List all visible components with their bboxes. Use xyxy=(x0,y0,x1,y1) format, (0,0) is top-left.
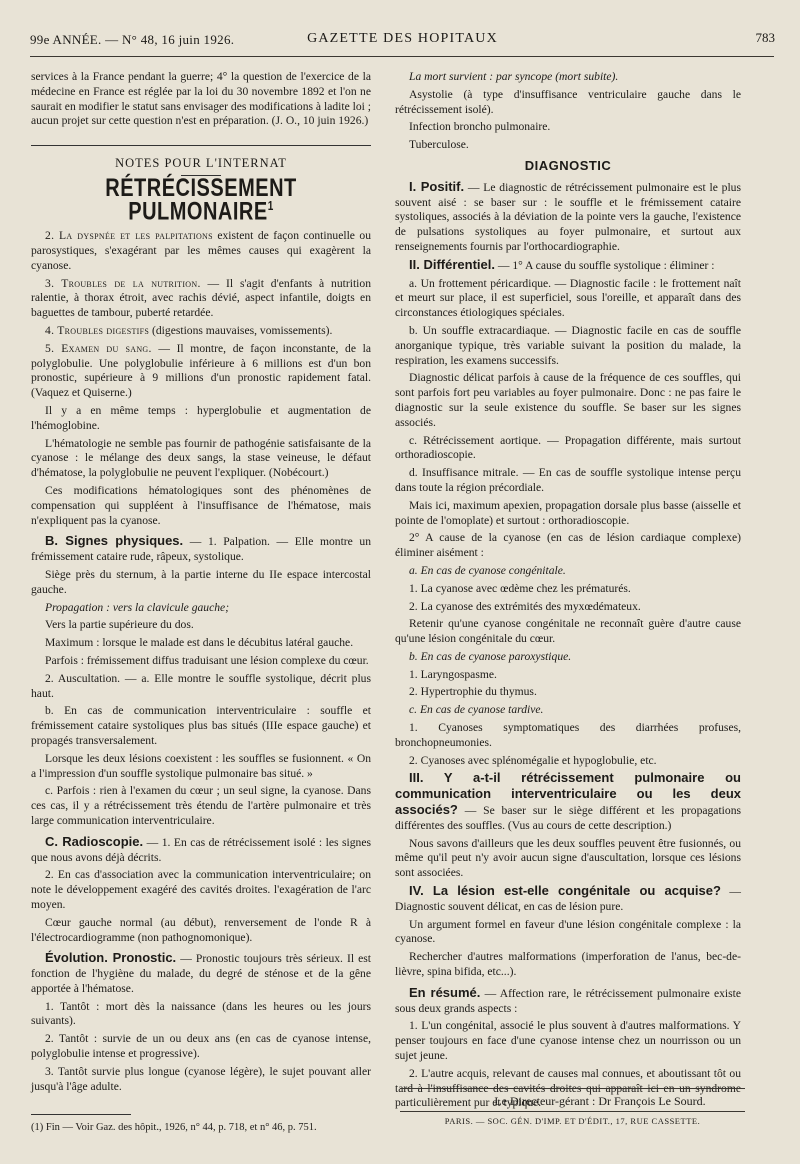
paragraph: Asystolie (à type d'insuffisance ventriculaire gauche dans le rétrécissement isolé). xyxy=(395,87,741,116)
paragraph: 2. En cas d'association avec la communication interventriculaire; on note le développement exagéré des cavités droites. l'exagération de l'arc moyen. xyxy=(31,868,371,911)
paragraph: 1. Laryngospasme. xyxy=(409,667,497,681)
paragraph xyxy=(31,277,371,321)
paragraph: b. En cas de communication interventriculaire : souffle et frémissement cataire systoliques plus bas situés (IIIe espace gauche) et propagés transversalement. xyxy=(31,704,371,747)
paragraph: Un argument formel en faveur d'une lésion congénitale complexe : la cyanose. xyxy=(395,917,741,946)
paragraph xyxy=(31,835,371,866)
page-header xyxy=(30,30,775,52)
paragraph: La mort survient : par syncope (mort subite). xyxy=(409,70,619,83)
left-column xyxy=(31,70,371,1134)
text-span: I. Positif. xyxy=(409,178,465,194)
subheading-summary: En résumé. xyxy=(409,984,481,1000)
paragraph: Lorsque les deux lésions coexistent : les souffles se fusionnent. « On a l'impression d'un souffle systolique pulmonaire bas situé. » xyxy=(31,751,371,780)
footnote-marker: 1 xyxy=(267,199,274,214)
text-span: II. Différentiel. xyxy=(409,256,495,272)
text-span: existent de façon continuelle ou parosystiques, s'exagérant par les mêmes causes qui exagèrent la cyanose. xyxy=(31,229,371,272)
paragraph: Propagation : vers la clavicule gauche; xyxy=(45,600,230,614)
paragraph: 2. Cyanoses avec splénomégalie et hypoglobulie, etc. xyxy=(409,753,657,767)
subheading-physical-signs: B. Signes physiques. xyxy=(45,533,184,549)
paragraph: Mais ici, maximum apexien, propagation dorsale plus basse (aisselle et pointe de l'omoplate) et surtout : orthoradioscopie. xyxy=(395,498,741,527)
paragraph: c. Parfois : rien à l'examen du cœur ; un seul signe, la cyanose. Dans ces cas, il y a rétrécissement très étendu de l'artère pulmonaire et très large communication interventriculaire. xyxy=(31,784,371,827)
text-span: 3. Troubles de la nutrition. xyxy=(45,276,201,290)
paragraph: L'hématologie ne semble pas fournir de pathogénie satisfaisante de la cyanose : le mélange des deux sangs, la stase veineuse, le défaut d'hématose, la polyglobulie ne peuvent l'expliquer. (Nobécourt.) xyxy=(31,436,371,480)
text-span: — Il s'agit d'enfants à nutrition ralentie, à thorax étroit, avec rachis dévié, aspect infantile, doigts en baguettes de tambour, puberté retardée. xyxy=(31,276,371,320)
director-signature: Le Directeur-gérant : Dr François Le Sourd. xyxy=(494,1094,706,1108)
text-span: — Diagnostic souvent délicat, en cas de lésion pure. xyxy=(395,885,741,913)
paragraph: Nous savons d'ailleurs que les deux souffles peuvent être fusionnés, ou même qu'il peut n'y avoir aucun signe d'auscultation, lorsque ces lésions sont associées. xyxy=(395,836,741,880)
subheading-radioscopy: C. Radioscopie. xyxy=(45,833,144,849)
paragraph: 2. Hypertrophie du thymus. xyxy=(409,685,537,699)
paragraph xyxy=(31,342,371,401)
text-span: — 1° A cause du souffle systolique : éliminer : xyxy=(494,258,715,272)
paragraph: Vers la partie supérieure du dos. xyxy=(45,618,194,632)
text-span: (digestions mauvaises, vomissements). xyxy=(149,324,333,338)
text-span: — Se baser sur le siège différent et les propagations différentes des souffles. (Vus au cours de cette description.) xyxy=(395,804,741,832)
paragraph xyxy=(395,884,741,915)
paragraph: d. Insuffisance mitrale. — En cas de souffle systolique intense perçu dans toute la région précordiale. xyxy=(395,466,741,494)
intro-paragraph: services à la France pendant la guerre; 4° la question de l'exercice de la médecine en France est réglée par la loi du 30 novembre 1892 et l'on ne saurait en modifier le statut sans envisager des modifications à ladite loi ; aucun projet sur cette question n'est en préparation. (J. O., 10 juin 1926.) xyxy=(31,70,371,128)
text-span: — 1. Palpation. — Elle montre un frémissement cataire rude, râpeux, systolique. xyxy=(31,535,371,564)
diagnostic-heading: DIAGNOSTIC xyxy=(524,157,612,173)
paragraph: Ces modifications hématologiques sont des phénomènes de compensation qui suppléent à l'insuffisance de l'hématose, mais n'expliquent pas la cyanose. xyxy=(31,483,371,527)
paragraph xyxy=(395,986,741,1017)
paragraph xyxy=(31,951,371,996)
section-rule xyxy=(31,145,371,146)
paragraph: 1. La cyanose avec œdème chez les prématurés. xyxy=(409,581,631,595)
paragraph: 1. Cyanoses symptomatiques des diarrhées profuses, bronchopneumonies. xyxy=(395,721,741,749)
paragraph xyxy=(395,771,741,833)
paragraph: 3. Tantôt survie plus longue (cyanose légère), le sujet pouvant aller jusqu'à l'âge adulte. xyxy=(31,1064,371,1093)
paragraph xyxy=(395,258,741,274)
page-number: 783 xyxy=(755,30,775,45)
paragraph: Diagnostic délicat parfois à cause de la fréquence de ces souffles, qui sont parfois fort peu variables au foyer pulmonaire. Donc : ne pas faire le diagnostic sur la seule existence du souffle. Se baser sur les signes associés. xyxy=(395,371,741,429)
paragraph: Parfois : frémissement diffus traduisant une lésion complexe du cœur. xyxy=(45,653,369,667)
signature-rule-top xyxy=(400,1088,745,1089)
paragraph xyxy=(31,324,371,339)
text-span: — Affection rare, le rétrécissement pulmonaire existe sous deux grands aspects : xyxy=(395,986,741,1015)
text-span: 2. La dyspnée et les palpitations xyxy=(45,229,213,243)
paragraph: Cœur gauche normal (au début), renversement de l'onde R à l'électrocardiogramme (non pathognomonique). xyxy=(31,915,371,944)
paragraph: Retenir qu'une cyanose congénitale ne reconnaît guère d'autre cause qu'une lésion congénitale du cœur. xyxy=(395,617,741,646)
text-span: — Il montre, de façon inconstante, de la polyglobulie. Une polyglobulie inférieure à 6 millions est d'un bon pronostic, supérieure à 9 millions d'un pronostic rapidement fatal. (Vaquez et Quiserne.) xyxy=(31,341,371,400)
issue-info: 99e ANNÉE. — N° 48, 16 juin 1926. xyxy=(30,32,235,47)
text-span: RÉTRÉCISSEMENT PULMONAIRE xyxy=(105,174,297,226)
paragraph: 2. Tantôt : survie de un ou deux ans (en cas de cyanose intense, polyglobulie intense et progressive). xyxy=(31,1032,371,1061)
paragraph: Maximum : lorsque le malade est dans le décubitus latéral gauche. xyxy=(45,636,354,650)
signature-rule-bottom xyxy=(400,1111,745,1112)
paragraph: 2° A cause de la cyanose (en cas de lésion cardiaque complexe) éliminer aisément : xyxy=(395,531,741,560)
text-span: — 1. En cas de rétrécissement isolé : les signes que nous avons déjà décrits. xyxy=(31,835,371,864)
paragraph xyxy=(31,229,371,273)
paragraph: 1. L'un congénital, associé le plus souvent à d'autres malformations. Y penser toujours en face d'une cyanose intense chez un nourrisson ou un sujet jeune. xyxy=(395,1019,741,1063)
text-span: III. Y a-t-il rétrécissement pulmonaire ou communication interventriculaire ou les deux associés? xyxy=(395,770,741,818)
text-span: — Pronostic toujours très sérieux. Il est fonction de l'hygiène du malade, du degré de sténose et de la gêne apportée à l'hématose. xyxy=(31,952,372,995)
paragraph: Il y a en même temps : hyperglobulie et augmentation de l'hémoglobine. xyxy=(31,404,371,432)
right-column xyxy=(395,70,741,1114)
paragraph: c. Rétrécissement aortique. — Propagation différente, mais surtout orthoradioscopie. xyxy=(395,433,741,462)
paragraph: a. En cas de cyanose congénitale. xyxy=(409,563,566,577)
footnote: (1) Fin — Voir Gaz. des hôpit., 1926, n° 44, p. 718, et n° 46, p. 751. xyxy=(31,1122,317,1134)
paragraph: Tuberculose. xyxy=(409,138,469,152)
paragraph: b. En cas de cyanose paroxystique. xyxy=(409,649,572,663)
paragraph: Infection broncho pulmonaire. xyxy=(409,120,551,134)
header-rule xyxy=(30,56,774,57)
text-span: 5. Examen du sang. xyxy=(45,341,152,355)
paragraph xyxy=(31,534,371,565)
section-title: NOTES POUR L'INTERNAT xyxy=(115,156,287,171)
paragraph: 2. La cyanose des extrémités des myxœdémateux. xyxy=(409,599,641,613)
subheading-evolution: Évolution. Pronostic. xyxy=(45,950,177,966)
text-span: IV. La lésion est-elle congénitale ou acquise? xyxy=(409,883,721,899)
footnote-rule xyxy=(31,1114,131,1115)
printer-imprint: PARIS. — SOC. GÉN. D'IMP. ET D'ÉDIT., 17, RUE CASSETTE. xyxy=(444,1116,701,1126)
paragraph: Siège près du sternum, à la partie interne du IIe espace intercostal gauche. xyxy=(31,567,371,596)
paragraph xyxy=(395,180,741,255)
article-title xyxy=(31,174,371,226)
text-span: 4. Troubles digestifs xyxy=(45,324,150,338)
paragraph: b. Un souffle extracardiaque. — Diagnostic facile en cas de souffle anorganique typique, très variable suivant la position du malade, la respiration, les examens successifs. xyxy=(395,323,741,367)
journal-title: GAZETTE DES HOPITAUX xyxy=(307,31,498,46)
paragraph: a. Un frottement péricardique. — Diagnostic facile : le frottement naît et meurt sur place, il est superficiel, sous l'oreille, et apparaît dans des circonstances étiologiques spéciales. xyxy=(395,276,741,320)
paragraph: 2. Auscultation. — a. Elle montre le souffle systolique, décrit plus haut. xyxy=(31,671,371,700)
paragraph: c. En cas de cyanose tardive. xyxy=(409,703,544,717)
paragraph: 2. L'autre acquis, relevant de causes mal connues, et aboutissant tôt ou tard à l'insuffisance des cavités droites qui apparaît ici en un syndrome particulièrement pur et typique. xyxy=(395,1066,741,1110)
paragraph: Rechercher d'autres malformations (imperforation de l'anus, bec-de-lièvre, spina bifida, etc...). xyxy=(395,950,741,979)
text-span: — Le diagnostic de rétrécissement pulmonaire est le plus souvent aisé : se baser sur : le souffle et le frémissement cataire systoliques, associés à la déviation de la pointe vers la gauche, l'existence de pulsations systoliques au foyer pulmonaire, et surtout aux renseignements fournis par l'orthocardiographie. xyxy=(395,180,741,253)
paragraph: 1. Tantôt : mort dès la naissance (dans les heures ou les jours suivants). xyxy=(31,999,371,1028)
